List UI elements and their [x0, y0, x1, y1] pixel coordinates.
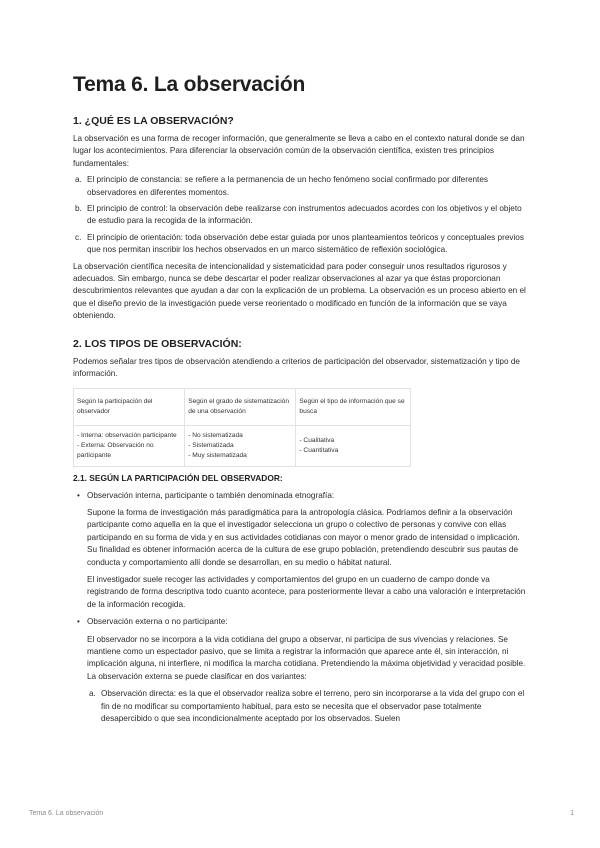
section-heading-1: 1. ¿QUÉ ES LA OBSERVACIÓN?: [73, 115, 234, 127]
observation-types-list: [73, 490, 529, 726]
list-item: [77, 616, 529, 725]
paragraph: Supone la forma de investigación más paradigmática para la antropología clásica. Podríamos definir a la observación participante como aquella en la que el investigador selecciona un grupo o colectivo de personas y convive con ellas participando en su forma de vida y en sus actividades cotidianas con mayor o menor grado de intensidad o implicación. Su finalidad es obtener información acerca de la cultura de ese grupo población, pretendiendo descubrir sus pautas de conducta y comportamiento allí donde se desarrollan, en su medio o hábitat natural.: [87, 507, 520, 567]
section-2-intro: Podemos señalar tres tipos de observación atendiendo a criterios de participación del observador, sistematización y tipo de información.: [73, 356, 520, 379]
footer-title: Tema 6. La observación: [29, 810, 104, 817]
list-item: a. Observación directa: es la que el observador realiza sobre el terreno, pero sin incorporarse a la vida del grupo con el fin de no modificar su comportamiento habitual, para esto se necesita que el observador pase totalmente desapercibido o que sea incondicionalmente aceptado por los observados. Suelen: [89, 689, 525, 723]
table-cell: - Interna: observación participante - Externa: Observación no participante: [74, 425, 185, 466]
subsection-heading: 2.1. SEGÚN LA PARTICIPACIÓN DEL OBSERVADOR:: [73, 472, 283, 483]
bullet-icon: •: [77, 617, 80, 627]
table-header-row: [74, 388, 411, 425]
list-item: c. El principio de orientación: toda observación debe estar guiada por unos planteamientos teóricos y conceptuales previos que nos permitan inscribir los hechos observados en un marco sistemático de reflexión sociológica.: [75, 232, 524, 255]
bullet-label: Observación interna, participante o también denominada etnografía:: [87, 490, 335, 500]
page-footer: [29, 810, 574, 817]
page-number: 1: [570, 810, 574, 817]
types-table: [73, 388, 411, 467]
table-cell: - Cualitativa - Cuantitativa: [296, 425, 411, 466]
list-item: a. El principio de constancia: se refiere a la permanencia de un hecho fenómeno social confirmado por diferentes observadores en diferentes momentos.: [75, 175, 488, 197]
paragraph: El observador no se incorpora a la vida cotidiana del grupo a observar, ni participa de sus vivencias y relaciones. Se mantiene como un espectador pasivo, que se limita a registrar la información que aparece ante él, sin interacción, ni implicación alguna, ni interfiere, ni modifica la marcha cotidiana. Pretendiendo la máxima objetividad y veracidad posible. La observación externa se puede clasificar en dos variantes:: [87, 634, 526, 681]
page-title: Tema 6. La observación: [73, 73, 306, 96]
section-1-closing: La observación científica necesita de intencionalidad y sistematicidad para poder conseguir unos resultados rigurosos y adecuados. Sin embargo, nunca se debe descartar el poder realizar observaciones al azar ya que éstas proporcionan descubrimientos relevantes que ayudan a dar con la explicación de un problema. La observación es un proceso abierto en el que el diseño previo de la investigación puede verse reorientado o modificado en función de la información que se vaya obteniendo.: [73, 261, 526, 321]
table-row: [74, 425, 411, 466]
section-heading-2: 2. LOS TIPOS DE OBSERVACIÓN:: [73, 337, 242, 350]
sub-list: [87, 688, 529, 725]
bullet-icon: •: [77, 490, 80, 500]
list-item: b. El principio de control: la observación debe realizarse con instrumentos adecuados acordes con los objetivos y el objeto de estudio para la recogida de la información.: [75, 204, 522, 226]
table-header-cell: Según el grado de sistematización de una observación: [185, 388, 296, 425]
principles-list: [73, 174, 529, 256]
document-page: [73, 70, 529, 729]
section-1-intro: La observación es una forma de recoger información, que generalmente se lleva a cabo en el contexto natural donde se dan lugar los acontecimientos. Para diferenciar la observación común de la observación científica, existen tres principios fundamentales:: [73, 134, 525, 168]
list-item: [77, 490, 529, 612]
paragraph: El investigador suele recoger las actividades y comportamientos del grupo en un cuaderno de campo donde va registrando de forma descriptiva todo cuanto acontece, para posteriormente llevar a cabo una valoración e interpretación de la información recogida.: [87, 574, 526, 609]
bullet-label: Observación externa o no participante:: [87, 617, 228, 627]
table-cell: - No sistematizada - Sistematizada - Muy sistematizada: [185, 425, 296, 466]
table-header-cell: Según la participación del observador: [74, 388, 185, 425]
table-header-cell: Según el tipo de información que se busca: [296, 388, 411, 425]
